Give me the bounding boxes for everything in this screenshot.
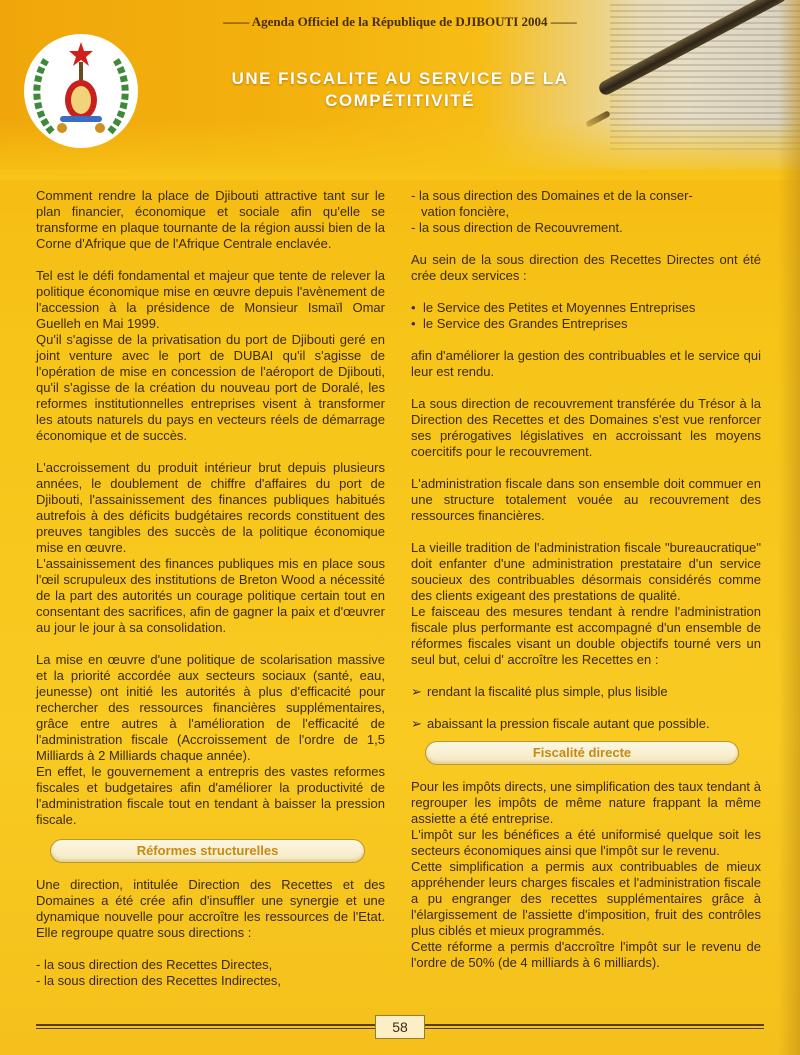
paragraph: La sous direction de recouvrement transférée du Trésor à la Direction des Recettes et des Domaines s'est vue renforcer ses prérogatives législatives en accroissant les moyens coercitifs pour le recouvrement. xyxy=(411,396,761,459)
paragraph: Cette réforme a permis d'accroître l'impôt sur le revenu de l'ordre de 50% (de 4 milliards à 6 milliards). xyxy=(411,939,761,970)
agenda-header: —— Agenda Officiel de la République de DJIBOUTI 2004 —— xyxy=(223,14,577,29)
paragraph: La vieille tradition de l'administration fiscale "bureaucratique" doit enfanter d'une administration prestataire d'un service soucieux des contribuables désormais considérés comme des clients exigeant des prestations de qualité. xyxy=(411,540,761,603)
page-title: UNE FISCALITE AU SERVICE DE LA COMPÉTITIVITÉ xyxy=(231,69,569,110)
list-item: • le Service des Grandes Entreprises xyxy=(411,316,628,331)
section-heading-fiscalite: Fiscalité directe xyxy=(425,741,739,765)
paragraph: Le faisceau des mesures tendant à rendre l'administration fiscale plus performante est accompagné d'un ensemble de réformes fiscales visant un double objectifs tourné vers un seul but, celui d' accroître les Recettes en : xyxy=(411,604,761,667)
djibouti-emblem-icon xyxy=(22,32,140,150)
list-item: ➢ abaissant la pression fiscale autant que possible. xyxy=(411,716,710,731)
paragraph: L'impôt sur les bénéfices a été uniformisé quelque soit les secteurs économiques ainsi que l'impôt sur le revenu. xyxy=(411,827,761,858)
page-edge-shadow xyxy=(778,0,800,1055)
paragraph: Au sein de la sous direction des Recettes Directes ont été crée deux services : xyxy=(411,252,761,283)
list-item: • le Service des Petites et Moyennes Entreprises xyxy=(411,300,696,315)
bullet-icon: • xyxy=(411,316,416,331)
paragraph: Comment rendre la place de Djibouti attractive tant sur le plan financier, économique et sociale afin qu'elle se transforme en plaque tournante de la région aussi bien de la Corne d'Afrique que de l'Afrique Centrale enclavée. xyxy=(36,188,385,251)
paragraph: La mise en œuvre d'une politique de scolarisation massive et la priorité accordée aux secteurs sociaux (santé, eau, jeunesse) ont initié les autorités à plus d'efficacité pour rechercher des ressources financières supplémentaires, grâce entre autres à l'amélioration de l'efficacité de l'administration fiscale (Accroissement de l'ordre de 1,5 Milliards à 2 Milliards chaque année). xyxy=(36,652,385,763)
list-item: ➢ rendant la fiscalité plus simple, plus lisible xyxy=(411,684,668,699)
paragraph: Cette simplification a permis aux contribuables de mieux appréhender leurs charges fiscales et l'administration fiscale a pu engranger des recettes supplémentaires grâce à l'élargissement de l'assiette d'imposition, fruit des contrôles plus ciblés et mieux programmés. xyxy=(411,859,761,938)
list-item: - la sous direction des Domaines et de la conser- xyxy=(411,188,693,203)
bullet-icon: • xyxy=(411,300,416,315)
arrow-icon: ➢ xyxy=(411,716,422,731)
paragraph: L'administration fiscale dans son ensemble doit commuer en une structure totalement vouée au recouvrement des ressources financières. xyxy=(411,476,761,523)
section-heading-reformes: Réformes structurelles xyxy=(50,839,365,863)
left-column xyxy=(36,188,385,989)
page-number: 58 xyxy=(375,1015,425,1039)
paragraph: Qu'il s'agisse de la privatisation du port de Djibouti geré en joint venture avec le port de DUBAI qu'il s'agisse de l'opération de mise en concession de l'aéroport de Djibouti, qu'il s'agisse de la création du nouveau port de Doralé, les reformes institutionnelles entreprises visent à transformer les atouts naturels du pays en vecteurs réels de démarrage économique et de succès. xyxy=(36,332,385,443)
paragraph: L'accroissement du produit intérieur brut depuis plusieurs années, le doublement de chiffre d'affaires du port de Djibouti, l'assainissement des finances publiques habitués autrefois à des déficits budgétaires records constituent des preuves tangibles des succès de la politique économique mise en œuvre. xyxy=(36,460,385,555)
list-item: vation foncière, xyxy=(421,204,510,219)
paragraph: En effet, le gouvernement a entrepris des vastes reformes fiscales et budgetaires afin d'améliorer la productivité de l'administration fiscale tout en tendant à baisser la pression fiscale. xyxy=(36,764,385,827)
right-column xyxy=(411,188,761,971)
paragraph: Pour les impôts directs, une simplification des taux tendant à regrouper les impôts de même nature frappant la même assiette a été entreprise. xyxy=(411,779,761,826)
arrow-icon: ➢ xyxy=(411,684,422,699)
list-item: - la sous direction des Recettes Directes, xyxy=(36,957,273,972)
list-item: - la sous direction des Recettes Indirectes, xyxy=(36,973,281,988)
paragraph: Tel est le défi fondamental et majeur que tente de relever la politique économique mise en œuvre depuis l'avènement de l'accession à la présidence de Monsieur Ismaïl Omar Guelleh en Mai 1999. xyxy=(36,268,385,331)
paragraph: afin d'améliorer la gestion des contribuables et le service qui leur est rendu. xyxy=(411,348,761,379)
paragraph: Une direction, intitulée Direction des Recettes et des Domaines a été crée afin d'insuffler une synergie et une dynamique nouvelle pour accroître les ressources de l'Etat. Elle regroupe quatre sous directions : xyxy=(36,877,385,940)
list-item: - la sous direction de Recouvrement. xyxy=(411,220,623,235)
paragraph: L'assainissement des finances publiques mis en place sous l'œil scrupuleux des institutions de Breton Wood a nécessité de la part des autorités un courage politique certain tout en consentant des sacrifices, afin de gagner la paix et d'œuvrer au jour le jour à sa consolidation. xyxy=(36,556,385,635)
